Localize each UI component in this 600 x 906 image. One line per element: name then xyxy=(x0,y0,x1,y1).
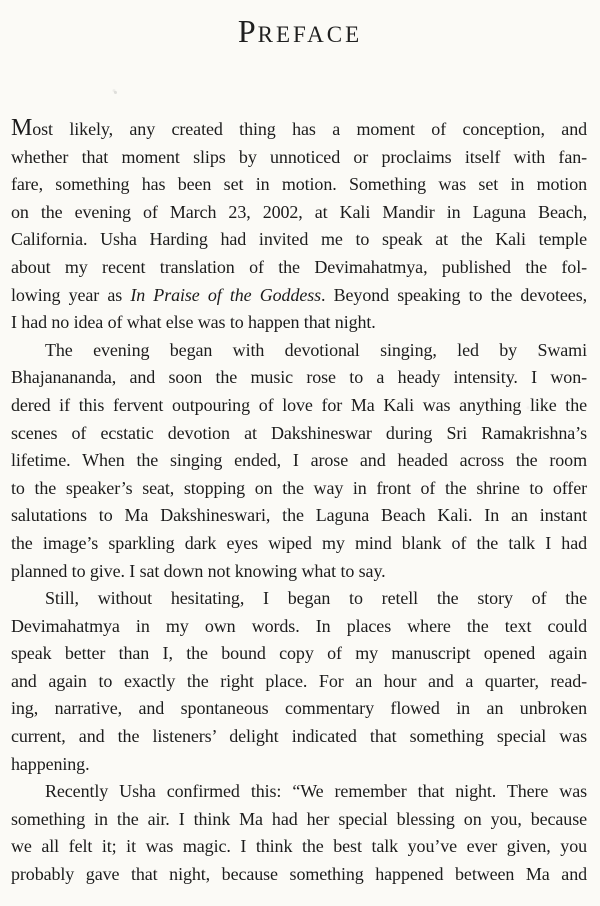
text-segment: and again to exactly the right place. For an hour and a quarter, read- xyxy=(11,670,587,691)
initial-capital: M xyxy=(11,115,33,141)
text-line xyxy=(11,337,587,365)
text-segment: lowing year as xyxy=(11,284,131,305)
text-line xyxy=(11,502,587,530)
text-segment: scenes of ecstatic devotion at Dakshineswar during Sri Ramakrishna’s xyxy=(11,422,587,443)
text-line xyxy=(11,558,587,586)
page-title xyxy=(0,0,600,57)
italic-text: In Praise of the Goddess xyxy=(130,284,322,305)
text-segment: Recently Usha confirmed this: “We remember that night. There was xyxy=(45,781,587,802)
text-line xyxy=(11,861,587,889)
text-segment: current, and the listeners’ delight indicated that something special was xyxy=(11,726,587,747)
text-line xyxy=(11,447,587,475)
text-line xyxy=(11,364,587,392)
text-segment: to the speaker’s seat, stopping on the way in front of the shrine to offer xyxy=(11,477,587,498)
text-line xyxy=(11,144,587,172)
text-segment: something in the air. I think Ma had her special blessing on you, because xyxy=(11,808,587,829)
text-segment: about my recent translation of the Devimahatmya, published the fol- xyxy=(11,256,587,277)
text-line xyxy=(11,723,587,751)
text-line xyxy=(11,640,587,668)
text-line xyxy=(11,392,587,420)
text-segment: I had no idea of what else was to happen that night. xyxy=(11,312,376,333)
text-line xyxy=(11,806,587,834)
text-segment: The evening began with devotional singing, led by Swami xyxy=(45,339,587,360)
page-body-text xyxy=(11,116,587,889)
text-line xyxy=(11,833,587,861)
text-segment: salutations to Ma Dakshineswari, the Laguna Beach Kali. In an instant xyxy=(11,505,587,526)
text-segment: speak better than I, the bound copy of my manuscript opened again xyxy=(11,643,587,664)
text-line xyxy=(11,613,587,641)
text-segment: the image’s sparkling dark eyes wiped my mind blank of the talk I had xyxy=(11,532,587,553)
text-line xyxy=(11,668,587,696)
text-segment: California. Usha Harding had invited me to speak at the Kali temple xyxy=(11,229,587,250)
text-segment: probably gave that night, because something happened between Ma and xyxy=(11,864,587,885)
text-line xyxy=(11,309,587,337)
paragraph xyxy=(11,337,587,585)
text-segment: ost likely, any created thing has a moment of conception, and xyxy=(32,119,587,139)
scan-speckle xyxy=(560,296,562,298)
scan-speckle xyxy=(114,91,117,94)
text-line xyxy=(11,282,587,310)
text-segment: Still, without hesitating, I began to retell the story of the xyxy=(45,588,587,609)
text-segment: whether that moment slips by unnoticed or proclaims itself with fan- xyxy=(11,146,587,167)
text-segment: lifetime. When the singing ended, I arose and headed across the room xyxy=(11,450,587,471)
scan-speckle xyxy=(34,131,36,133)
page-title-rest: REFACE xyxy=(257,22,363,47)
paragraph xyxy=(11,585,587,778)
text-segment: Bhajanananda, and soon the music rose to a heady intensity. I won- xyxy=(11,367,587,388)
text-segment: on the evening of March 23, 2002, at Kali Mandir in Laguna Beach, xyxy=(11,201,587,222)
text-segment: happening. xyxy=(11,753,90,774)
text-line xyxy=(11,199,587,227)
text-line xyxy=(11,254,587,282)
text-line xyxy=(11,420,587,448)
text-line xyxy=(11,116,587,144)
text-segment: ing, narrative, and spontaneous commentary flowed in an unbroken xyxy=(11,698,587,719)
text-line xyxy=(11,751,587,779)
page-title-initial: P xyxy=(237,13,258,49)
text-line xyxy=(11,226,587,254)
text-line xyxy=(11,530,587,558)
text-line xyxy=(11,475,587,503)
text-line xyxy=(11,695,587,723)
text-segment: we all felt it; it was magic. I think the best talk you’ve ever given, you xyxy=(11,836,587,857)
text-segment: . Beyond speaking to the devotees, xyxy=(321,284,588,305)
text-line xyxy=(11,778,587,806)
paragraph xyxy=(11,116,587,337)
text-line xyxy=(11,171,587,199)
text-segment: dered if this fervent outpouring of love for Ma Kali was anything like the xyxy=(11,394,587,415)
text-segment: fare, something has been set in motion. Something was set in motion xyxy=(11,174,587,195)
text-segment: planned to give. I sat down not knowing what to say. xyxy=(11,560,386,581)
text-line xyxy=(11,585,587,613)
text-segment: Devimahatmya in my own words. In places where the text could xyxy=(11,615,587,636)
paragraph xyxy=(11,778,587,888)
